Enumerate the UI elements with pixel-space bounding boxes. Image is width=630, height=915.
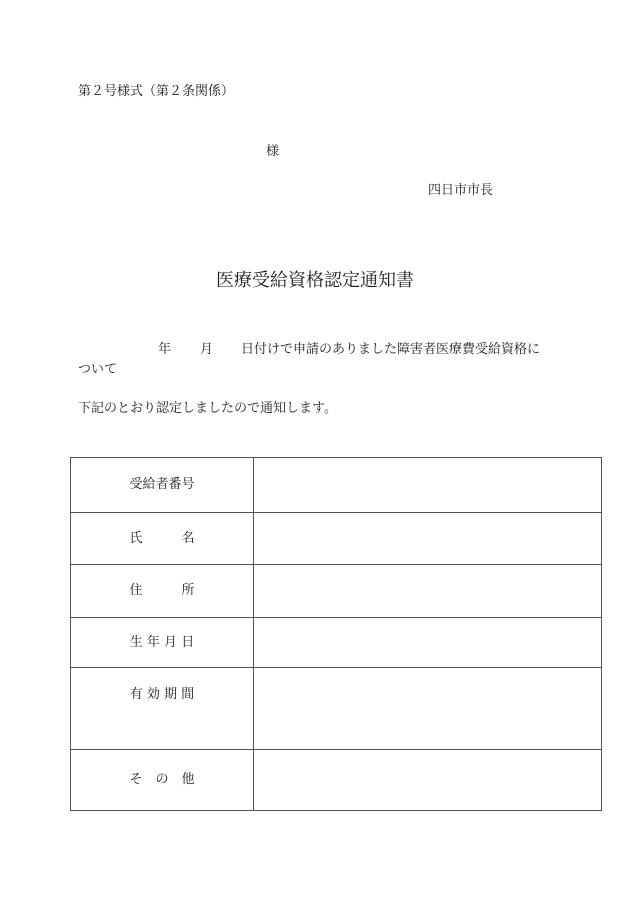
table-row-recipient-number: [71, 458, 602, 513]
birthdate-label: 生 年 月 日: [129, 634, 195, 650]
addressee-suffix: 様: [266, 144, 280, 159]
month-label: 月: [200, 342, 214, 357]
name-label: 氏 名: [129, 530, 195, 546]
document-title: 医療受給資格認定通知書: [216, 270, 414, 291]
issuer-name: 四日市市長: [428, 183, 494, 198]
table-row-name: [71, 513, 602, 565]
table-row-birthdate: [71, 618, 602, 668]
table-label-cell: [71, 565, 254, 618]
table-row-other: [71, 750, 602, 811]
table-row-address: [71, 565, 602, 618]
other-value: [254, 750, 602, 811]
body-text-line1-continued: ついて: [78, 362, 118, 377]
body-text-line2: 下記のとおり認定しましたので通知します。: [78, 401, 337, 416]
birthdate-value: [254, 618, 602, 668]
recipient-number-value: [254, 458, 602, 513]
table-label-cell: [71, 513, 254, 565]
address-label: 住 所: [129, 583, 195, 598]
table-label-cell: [71, 668, 254, 750]
validity-period-value: [254, 668, 602, 750]
table-label-cell: [71, 458, 254, 513]
recipient-number-label: 受給者番号: [129, 477, 195, 492]
form-number: 第２号様式（第２条関係）: [78, 84, 235, 99]
certification-details-table: [70, 457, 602, 811]
body-text-line1: 日付けで申請のありました障害者医療費受給資格に: [241, 342, 541, 357]
table-label-cell: [71, 618, 254, 668]
other-label: そ の 他: [129, 772, 195, 787]
name-value: [254, 513, 602, 565]
address-value: [254, 565, 602, 618]
table-label-cell: [71, 750, 254, 811]
validity-period-label: 有 効 期 間: [129, 687, 195, 702]
table-row-validity-period: [71, 668, 602, 750]
year-label: 年: [158, 342, 172, 357]
